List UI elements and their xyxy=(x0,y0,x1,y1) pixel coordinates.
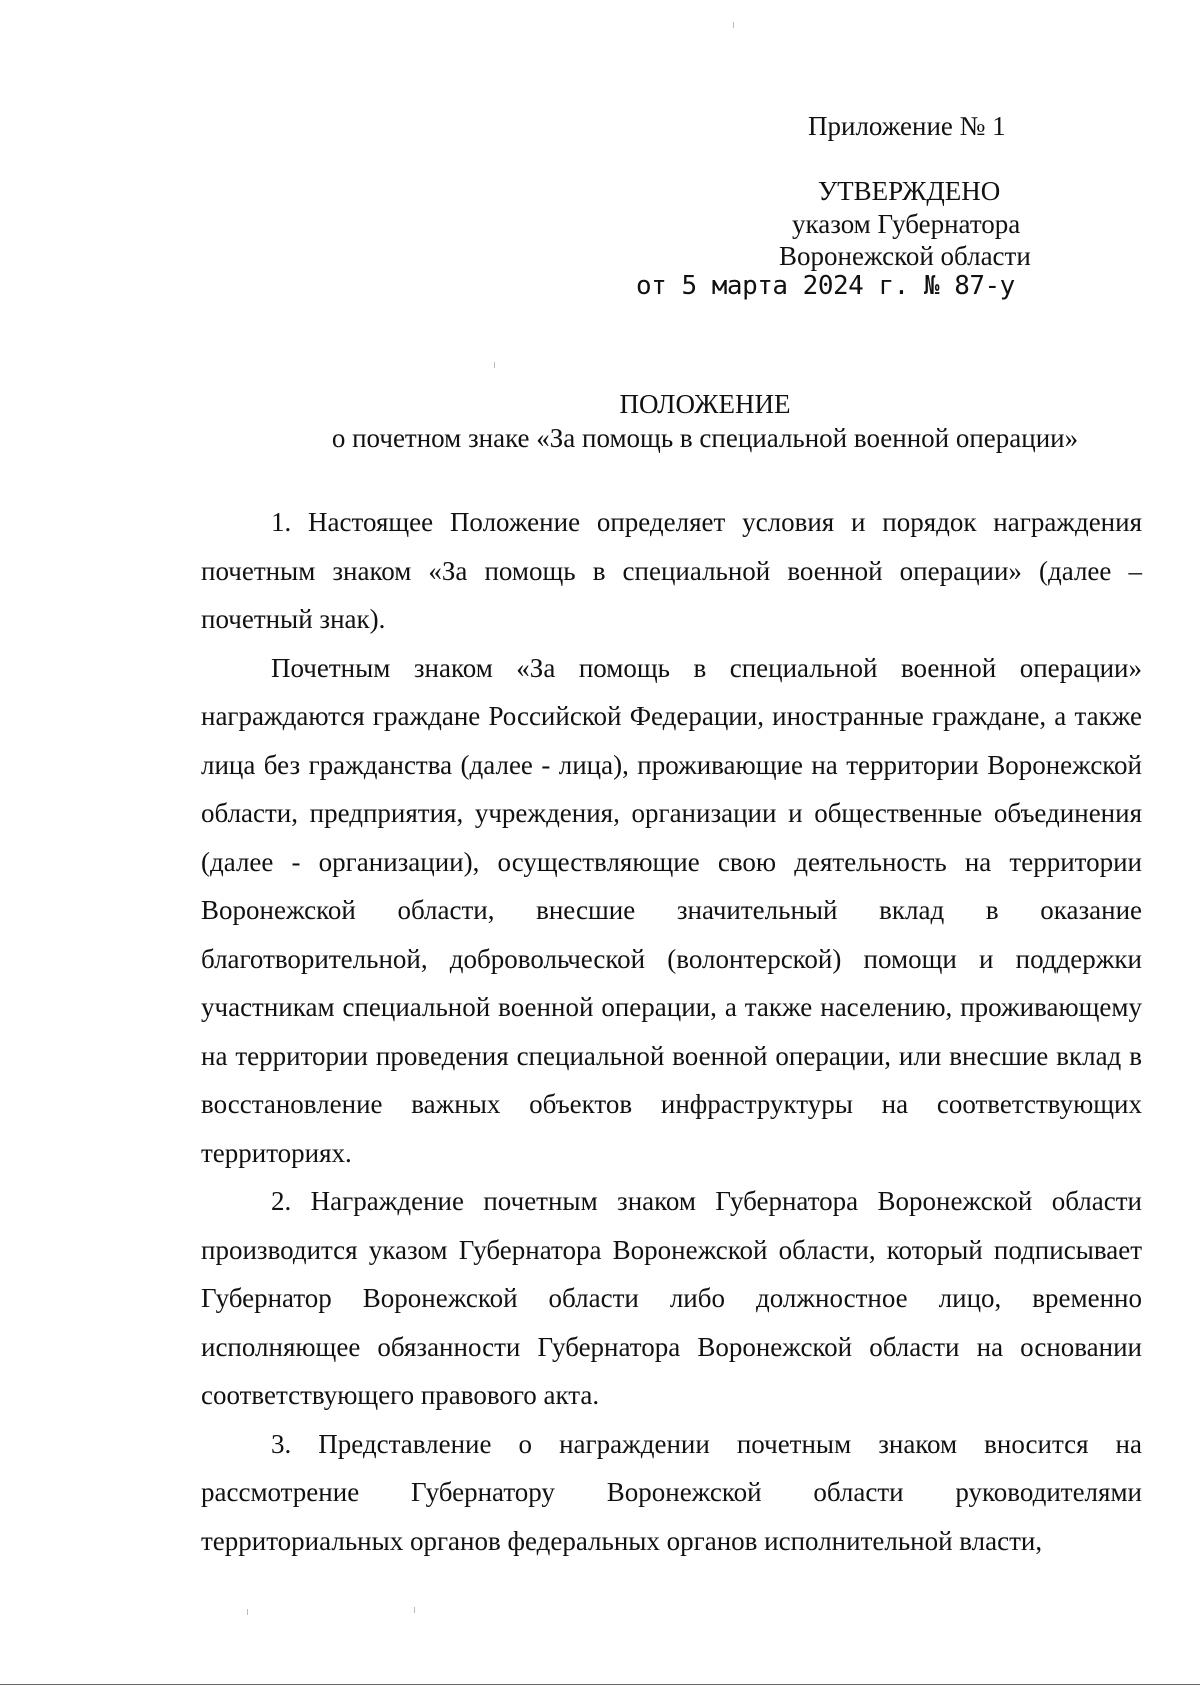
document-subtitle: о почетном знаке «За помощь в специальной военной операции» xyxy=(331,423,1079,453)
scan-speck xyxy=(733,22,734,28)
document-title: ПОЛОЖЕНИЕ xyxy=(619,389,791,419)
approval-region: Воронежской области xyxy=(779,241,1031,271)
scan-speck xyxy=(247,1609,248,1615)
approval-decree: указом Губернатора xyxy=(792,209,1021,239)
annex-number: Приложение № 1 xyxy=(808,111,1006,141)
scan-speck xyxy=(414,1607,415,1613)
paragraph-4: 3. Представление о награждении почетным знаком вносится на рассмотрение Губернатору Воронежской области руководителями территориальных органов федеральных органов исполнительной власти, xyxy=(201,1428,1142,1556)
approval-stamp: УТВЕРЖДЕНО xyxy=(818,176,1001,206)
paragraph-3: 2. Награждение почетным знаком Губернатора Воронежской области производится указом Губернатора Воронежской области, который подписывает Губернатор Воронежской области либо должностное лицо, временно исполняющее обязанности Губернатора Воронежской области на основании соответствующего правового акта. xyxy=(201,1186,1142,1410)
paragraph-2: Почетным знаком «За помощь в специальной военной операции» награждаются граждане Российской Федерации, иностранные граждане, а также лица без гражданства (далее - лица), проживающие на территории Воронежской области, предприятия, учреждения, организации и общественные объединения (далее - организации), осуществляющие свою деятельность на территории Воронежской области, внесшие значительный вклад в оказание благотворительной, добровольческой (волонтерской) помощи и поддержки участникам специальной военной операции, а также населению, проживающему на территории проведения специальной военной операции, или внесшие вклад в восстановление важных объектов инфраструктуры на соответствующих территориях. xyxy=(201,652,1142,1168)
document-body xyxy=(201,498,1142,1565)
approval-date: от 5 марта 2024 г. № 87-у xyxy=(636,271,1015,301)
paragraph-1: 1. Настоящее Положение определяет условия и порядок награждения почетным знаком «За помощь в специальной военной операции» (далее – почетный знак). xyxy=(201,507,1142,634)
scan-speck xyxy=(494,362,495,368)
page-bottom-edge xyxy=(0,1684,1200,1685)
